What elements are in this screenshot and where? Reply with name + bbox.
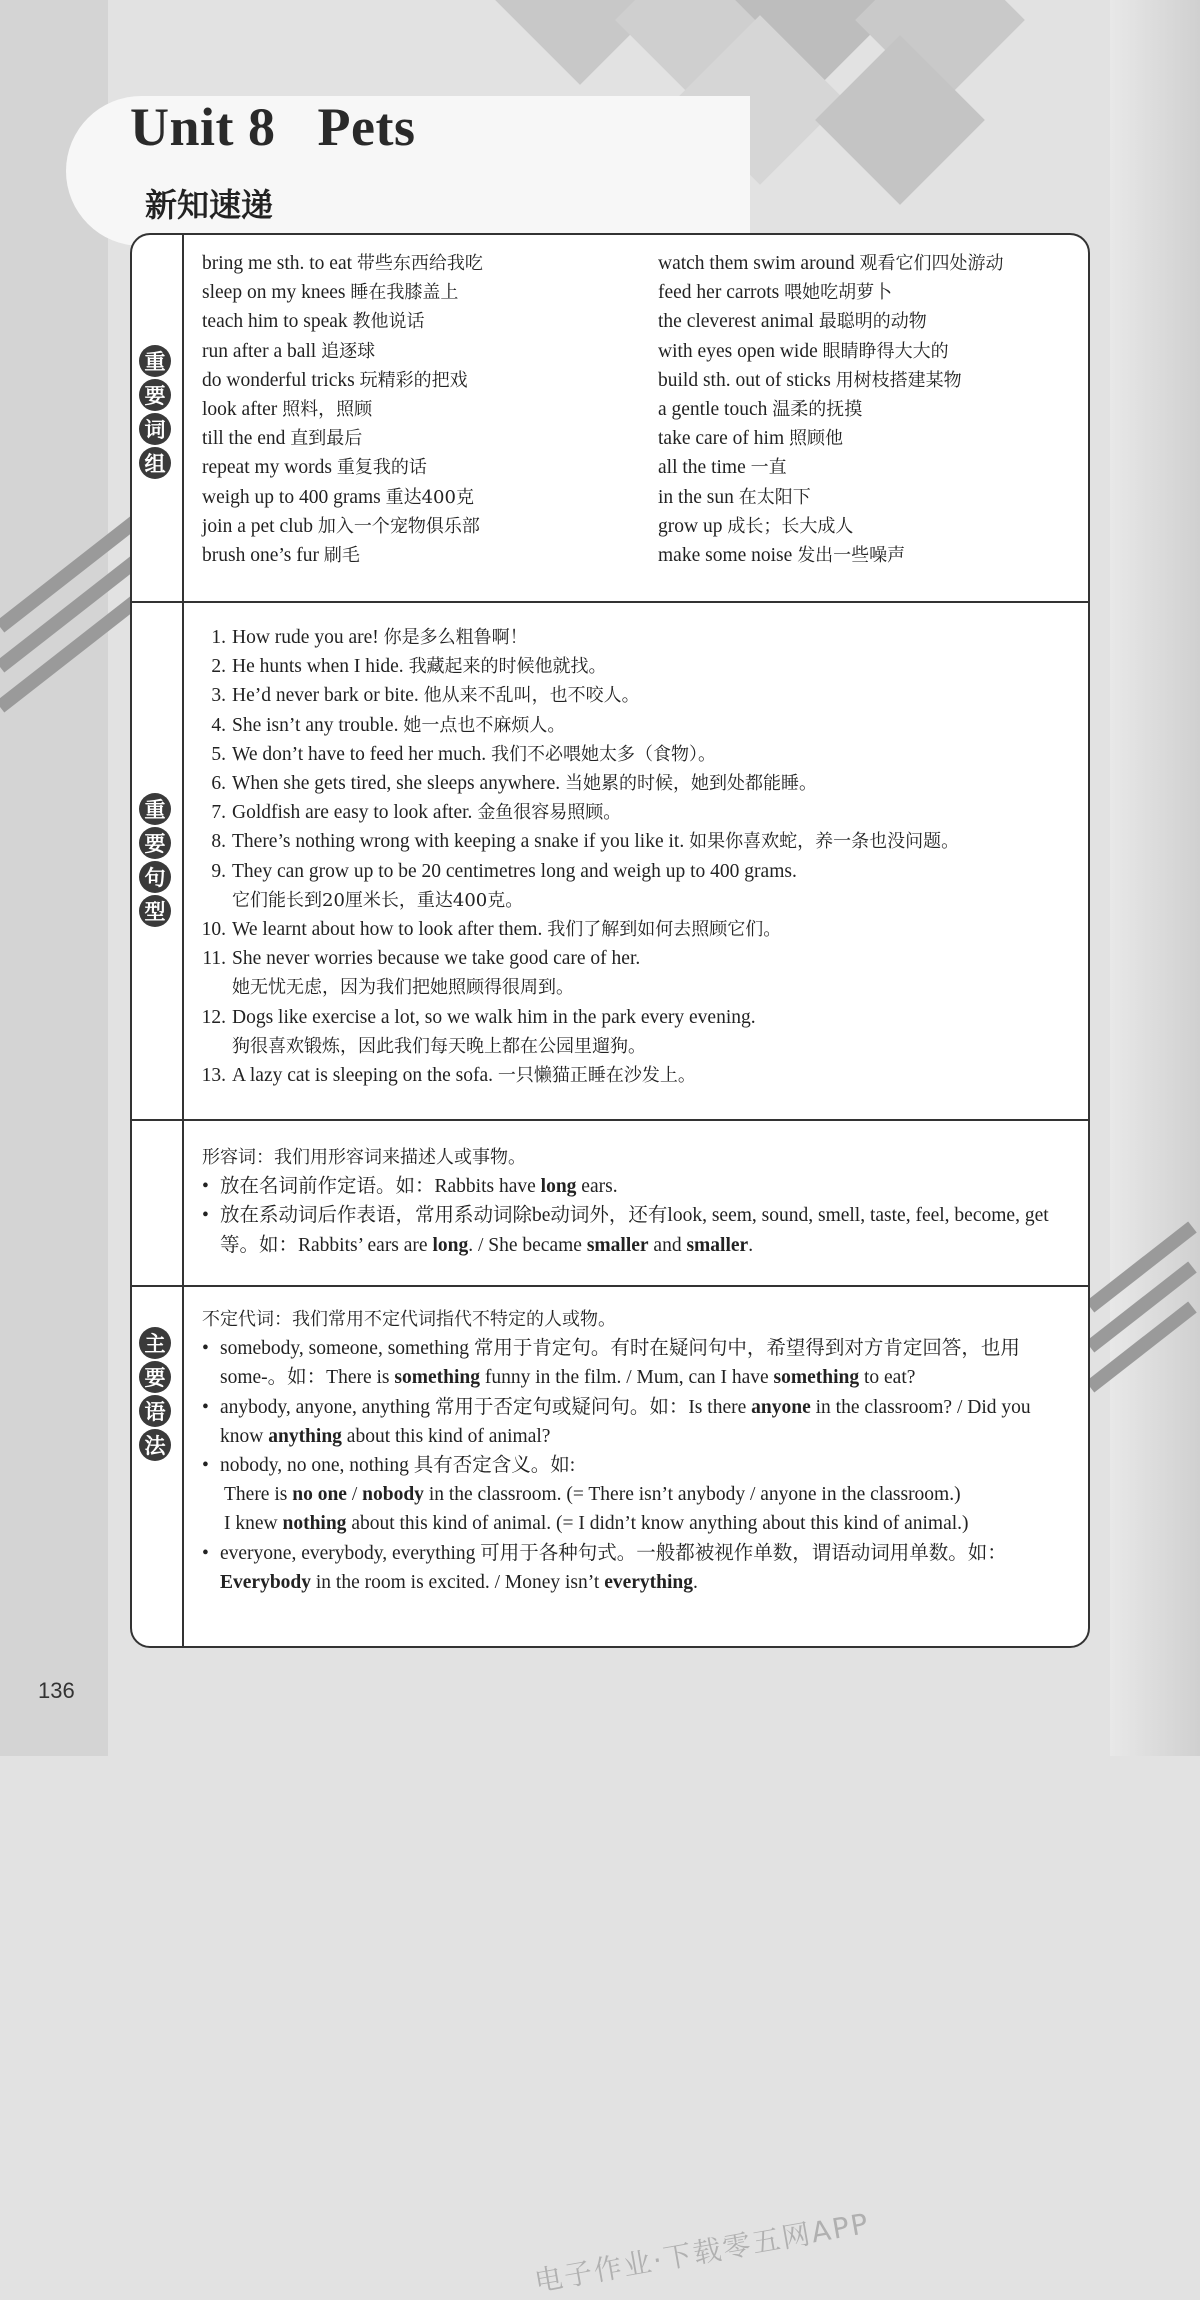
phrase-item: make some noise 发出一些噪声: [658, 545, 906, 567]
phrase-item: all the time 一直: [658, 457, 787, 479]
pronoun-body: [202, 1305, 1074, 1597]
pronoun-bullet: • anybody, anyone, anything 常用于否定句或疑问句。如：Is there anyone in the classroom? / Did you know anything about this kind of animal?: [202, 1393, 1074, 1451]
phrases-section: [132, 235, 1088, 601]
phrase-item: look after 照料，照顾: [202, 399, 373, 421]
pronoun-bullet: • everyone, everybody, everything 可用于各种句式。一般都被视作单数，谓语动词用单数。如：Everybody in the room is excited. / Money isn’t everything.: [202, 1539, 1074, 1597]
phrase-item: watch them swim around 观看它们四处游动: [658, 253, 1004, 274]
sentence-item: 7. Goldfish are easy to look after. 金鱼很容易照顾。: [211, 802, 622, 824]
sentence-item: 1. How rude you are! 你是多么粗鲁啊！: [211, 627, 528, 648]
phrase-item: do wonderful tricks 玩精彩的把戏: [202, 369, 468, 391]
phrase-list: [202, 249, 1074, 570]
section-title: 新知速递: [145, 186, 274, 224]
phrase-item: build sth. out of sticks 用树枝搭建某物: [658, 369, 962, 391]
sentence-item: 3. He’d never bark or bite. 他从来不乱叫，也不咬人。: [211, 685, 640, 707]
pronoun-example: I knew nothing about this kind of animal. (= I didn’t know anything about this kind of animal.): [224, 1513, 969, 1535]
phrase-item: with eyes open wide 眼睛睁得大大的: [658, 340, 949, 362]
watermark: 电子作业·下载零五网APP: [531, 2206, 873, 2299]
sentence-item: 5. We don’t have to feed her much. 我们不必喂她太多（食物）。: [211, 743, 717, 765]
page-number: 136: [38, 1678, 75, 1703]
sentence-item: 11. She never worries because we take good care of her. 她无忧无虑，因为我们把她照顾得很周到。: [202, 948, 641, 999]
phrase-item: take care of him 照顾他: [658, 428, 844, 450]
sentences-section: [132, 601, 1088, 1121]
sentence-item: 2. He hunts when I hide. 我藏起来的时候他就找。: [211, 656, 607, 678]
sentence-item: 12. Dogs like exercise a lot, so we walk him in the park every evening. 狗很喜欢锻炼，因此我们每天晚上都在公园里遛狗。: [201, 1006, 756, 1057]
phrases-body: [202, 249, 1074, 570]
phrase-item: the cleverest animal 最聪明的动物: [658, 311, 927, 333]
phrase-item: weigh up to 400 grams 重达400克: [202, 486, 474, 508]
phrase-item: a gentle touch 温柔的抚摸: [658, 399, 863, 421]
pronoun-example: There is no one / nobody in the classroom. (= There isn’t anybody / anyone in the classroom.): [224, 1484, 961, 1506]
phrases-label: 重 要 词 组: [139, 345, 173, 479]
sentences-label: 重 要 句 型: [139, 793, 173, 927]
pronoun-bullet: • nobody, no one, nothing 具有否定含义。如:: [202, 1451, 1074, 1480]
phrase-item: bring me sth. to eat 带些东西给我吃: [202, 253, 483, 274]
sentence-item: 13. A lazy cat is sleeping on the sofa. 一只懒猫正睡在沙发上。: [201, 1065, 696, 1087]
sentence-item: 8. There’s nothing wrong with keeping a snake if you like it. 如果你喜欢蛇，养一条也没问题。: [211, 831, 960, 853]
adjective-intro: 形容词：我们用形容词来描述人或事物。: [202, 1147, 526, 1168]
phrase-item: grow up 成长；长大成人: [658, 515, 854, 537]
unit-title: Unit 8 Pets: [130, 97, 416, 157]
content-box: [130, 233, 1090, 2299]
phrase-item: in the sun 在太阳下: [658, 486, 811, 508]
pronoun-bullet: • somebody, someone, something 常用于肯定句。有时在疑问句中，希望得到对方肯定回答，也用some-。如：There is something funny in the film. / Mum, can I have something to eat?: [202, 1334, 1074, 1392]
phrase-item: join a pet club 加入一个宠物俱乐部: [202, 515, 480, 537]
phrase-item: repeat my words 重复我的话: [202, 457, 427, 479]
grammar-pronoun-section: [132, 1285, 1088, 1652]
grammar-label: 主 要 语 法: [139, 1327, 173, 1461]
phrase-item: till the end 直到最后: [202, 428, 363, 450]
phrase-item: sleep on my knees 睡在我膝盖上: [202, 282, 459, 304]
phrase-item: teach him to speak 教他说话: [202, 311, 425, 333]
adjective-body: [202, 1143, 1074, 1260]
sentence-item: 10. We learnt about how to look after them. 我们了解到如何去照顾它们。: [201, 919, 782, 941]
sentence-item: 9. They can grow up to be 20 centimetres long and weigh up to 400 grams. 它们能长到20厘米长，重达400克。: [211, 860, 797, 911]
phrase-item: feed her carrots 喂她吃胡萝卜: [658, 282, 893, 304]
sentence-item: 6. When she gets tired, she sleeps anywhere. 当她累的时候，她到处都能睡。: [211, 773, 818, 795]
adjective-bullet: • 放在名词前作定语。如：Rabbits have long ears.: [202, 1172, 1074, 1201]
pronoun-intro: 不定代词：我们常用不定代词指代不特定的人或物。: [202, 1309, 616, 1330]
sentences-body: [192, 623, 1074, 1090]
phrase-item: run after a ball 追逐球: [202, 340, 376, 362]
adjective-bullet: • 放在系动词后作表语，常用系动词除be动词外，还有look, seem, sound, smell, taste, feel, become, get等。如：Rabbits’ ears are long. / She became smaller and smaller.: [202, 1201, 1074, 1259]
sentence-item: 4. She isn’t any trouble. 她一点也不麻烦人。: [211, 714, 566, 736]
phrase-item: brush one’s fur 刷毛: [202, 545, 360, 567]
